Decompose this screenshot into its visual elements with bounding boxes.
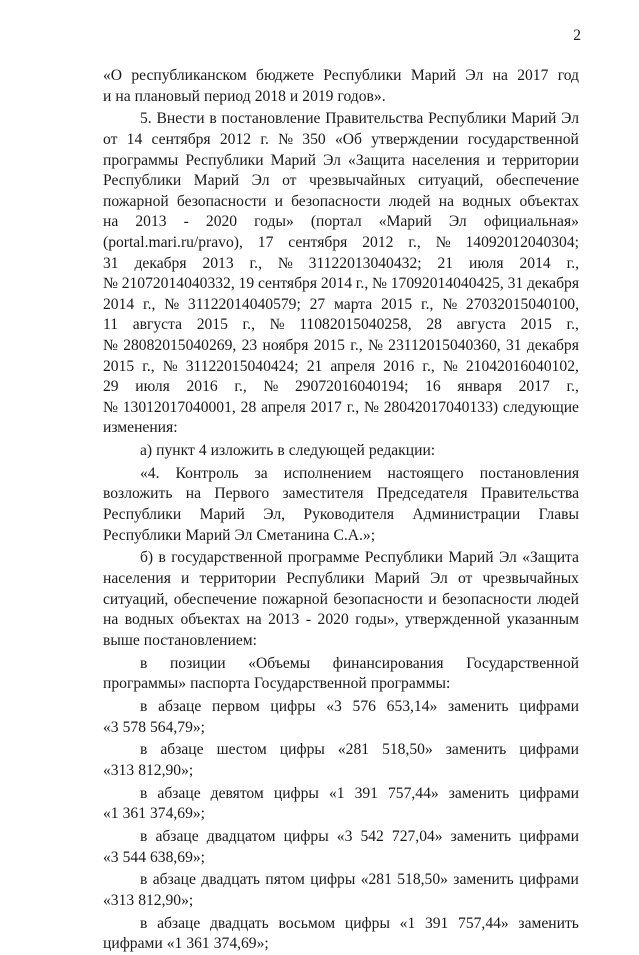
- paragraph: [103, 870, 579, 911]
- text-line: «О республиканском бюджете Республики Марий Эл на 2017 год: [103, 67, 579, 84]
- text-line: на 2013 - 2020 годы» (портал «Марий Эл официальная»: [103, 213, 579, 231]
- text-line: «313 812,90»;: [103, 761, 194, 779]
- paragraph: [103, 654, 579, 695]
- text-line: пожарной безопасности и безопасности людей на водных объектах: [103, 192, 579, 210]
- text-line: изменения:: [103, 419, 178, 437]
- text-line: на водных объектах на 2013 - 2020 годы», утвержденной указанным: [103, 611, 579, 629]
- paragraph: [103, 784, 579, 825]
- text-line: в абзаце девятом цифры «1 391 757,44» заменить цифрами: [140, 784, 579, 802]
- text-line: в абзаце шестом цифры «281 518,50» заменить цифрами: [140, 741, 579, 759]
- text-line: в абзаце двадцатом цифры «3 542 727,04» заменить цифрами: [140, 828, 579, 846]
- text-line: и на плановый период 2018 и 2019 годов».: [103, 87, 386, 105]
- text-line: населения и территории Республики Марий Эл от чрезвычайных: [103, 570, 579, 587]
- text-line: а) пункт 4 изложить в следующей редакции:: [140, 442, 436, 460]
- text-line: 29 июля 2016 г., № 29072016040194; 16 января 2017 г.,: [103, 378, 579, 396]
- text-line: в абзаце двадцать восьмом цифры «1 391 757,44» заменить: [140, 914, 579, 932]
- text-line: от 14 сентября 2012 г. № 350 «Об утверждении государственной: [103, 130, 579, 148]
- text-line: программы Республики Марий Эл «Защита населения и территории: [103, 151, 579, 169]
- paragraph: [103, 914, 579, 955]
- text-line: выше постановлением:: [103, 631, 257, 649]
- text-line: ситуаций, обеспечение пожарной безопасности и безопасности людей: [103, 590, 579, 608]
- text-line: 11 августа 2015 г., № 11082015040258, 28 августа 2015 г.,: [103, 316, 579, 334]
- text-line: 31 декабря 2013 г., № 31122013040432; 21 июля 2014 г.,: [103, 254, 579, 272]
- paragraph: [103, 109, 579, 439]
- text-line: «3 578 564,79»;: [103, 718, 205, 736]
- text-line: б) в государственной программе Республики Марий Эл «Защита: [140, 549, 579, 567]
- paragraph: [103, 441, 579, 462]
- text-line: № 21072014040332, 19 сентября 2014 г., № 17092014040425, 31 декабря: [103, 275, 579, 293]
- page-number: 2: [573, 27, 581, 44]
- text-line: № 13012017040001, 28 апреля 2017 г., № 28042017040133) следующие: [103, 398, 579, 416]
- text-line: «4. Контроль за исполнением настоящего постановления: [140, 464, 579, 482]
- paragraph: [103, 740, 579, 781]
- text-line: возложить на Первого заместителя Председателя Правительства: [103, 485, 579, 503]
- paragraph: [103, 464, 579, 546]
- text-line: «313 812,90»;: [103, 892, 194, 910]
- text-line: Республики Марий Эл Сметанина С.А.»;: [103, 526, 376, 544]
- paragraph: [103, 827, 579, 868]
- text-line: в позиции «Объемы финансирования Государственной: [140, 654, 579, 672]
- paragraph: [103, 66, 579, 107]
- text-line: 5. Внести в постановление Правительства Республики Марий Эл: [140, 110, 579, 128]
- paragraph: [103, 548, 579, 651]
- document-body: [103, 66, 579, 955]
- paragraph: [103, 697, 579, 738]
- text-line: цифрами «1 361 374,69»;: [103, 935, 269, 953]
- text-line: «3 544 638,69»;: [103, 848, 205, 866]
- text-line: «1 361 374,69»;: [103, 805, 205, 823]
- text-line: в абзаце первом цифры «3 576 653,14» заменить цифрами: [140, 697, 579, 715]
- text-line: Республики Марий Эл, Руководителя Администрации Главы: [103, 506, 579, 524]
- text-line: № 28082015040269, 23 ноября 2015 г., № 23112015040360, 31 декабря: [103, 336, 579, 354]
- text-line: (portal.mari.ru/pravo), 17 сентября 2012 г., № 14092012040304;: [103, 233, 579, 251]
- text-line: Республики Марий Эл от чрезвычайных ситуаций, обеспечение: [103, 172, 579, 190]
- text-line: в абзаце двадцать пятом цифры «281 518,50» заменить цифрами: [140, 871, 579, 889]
- text-line: 2014 г., № 31122014040579; 27 марта 2015 г., № 27032015040100,: [103, 295, 579, 313]
- text-line: программы» паспорта Государственной программы:: [103, 675, 451, 693]
- text-line: 2015 г., № 31122015040424; 21 апреля 2016 г., № 21042016040102,: [103, 357, 579, 375]
